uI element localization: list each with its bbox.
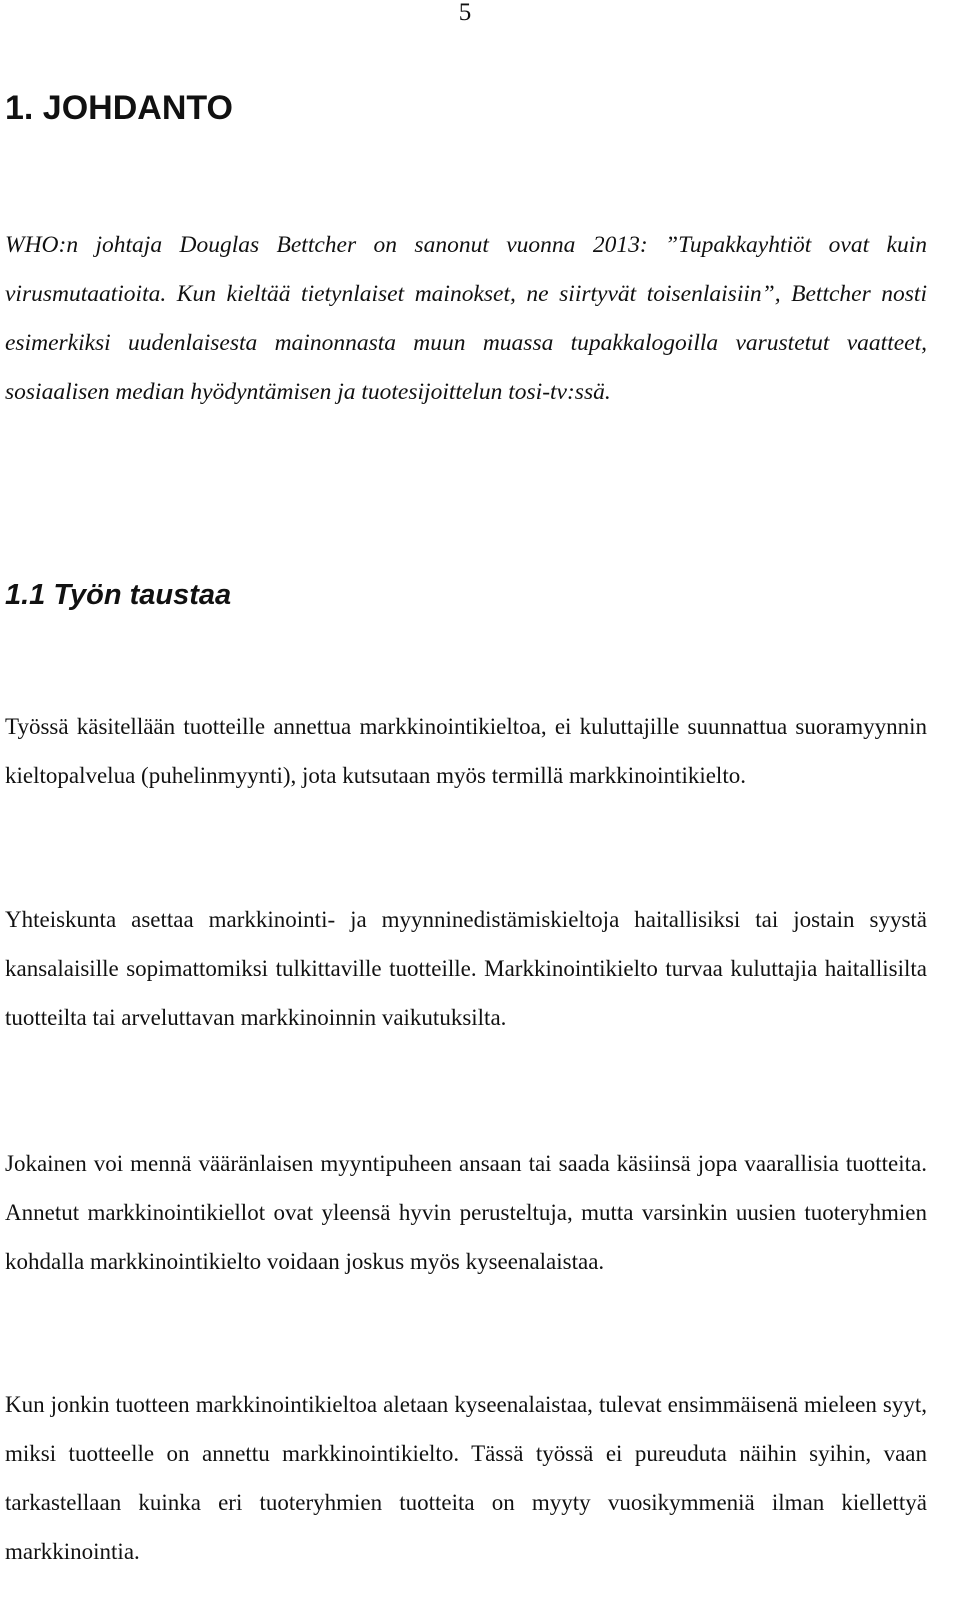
page-number: 5 [458,0,472,26]
section-heading: 1.1 Työn taustaa [5,579,232,611]
body-paragraph: Yhteiskunta asettaa markkinointi- ja myynninedistämiskieltoja haitallisiksi tai jostain syystä kansalaisille sopimattomiksi tulkittaville tuotteille. Markkinointikielto turvaa kuluttajia haitallisilta tuotteilta tai arveluttavan markkinoinnin vaikutuksilta. [5,907,927,1030]
body-paragraph: Kun jonkin tuotteen markkinointikieltoa aletaan kyseenalaistaa, tulevat ensimmäisenä mieleen syyt, miksi tuotteelle on annettu markkinointikielto. Tässä työssä ei pureuduta näihin syihin, vaan tarkastellaan kuinka eri tuoteryhmien tuotteita on myyty vuosikymmeniä ilman kiellettyä markkinointia. [5,1392,927,1564]
chapter-heading: 1. JOHDANTO [5,89,233,127]
intro-quote-paragraph: WHO:n johtaja Douglas Bettcher on sanonut vuonna 2013: ”Tupakkayhtiöt ovat kuin virusmutaatioita. Kun kieltää tietynlaiset mainokset, ne siirtyvät toisenlaisiin”, Bettcher nosti esimerkiksi uudenlaisesta mainonnasta muun muassa tupakkalogoilla varustetut vaatteet, sosiaalisen median hyödyntämisen ja tuotesijoittelun tosi-tv:ssä. [5,232,927,405]
body-paragraph: Jokainen voi mennä vääränlaisen myyntipuheen ansaan tai saada käsiinsä jopa vaarallisia tuotteita. Annetut markkinointikiellot ovat yleensä hyvin perusteltuja, mutta varsinkin uusien tuoteryhmien kohdalla markkinointikielto voidaan joskus myös kyseenalaistaa. [5,1151,927,1274]
body-paragraph: Työssä käsitellään tuotteille annettua markkinointikieltoa, ei kuluttajille suunnattua suoramyynnin kieltopalvelua (puhelinmyynti), jota kutsutaan myös termillä markkinointikielto. [5,714,927,788]
